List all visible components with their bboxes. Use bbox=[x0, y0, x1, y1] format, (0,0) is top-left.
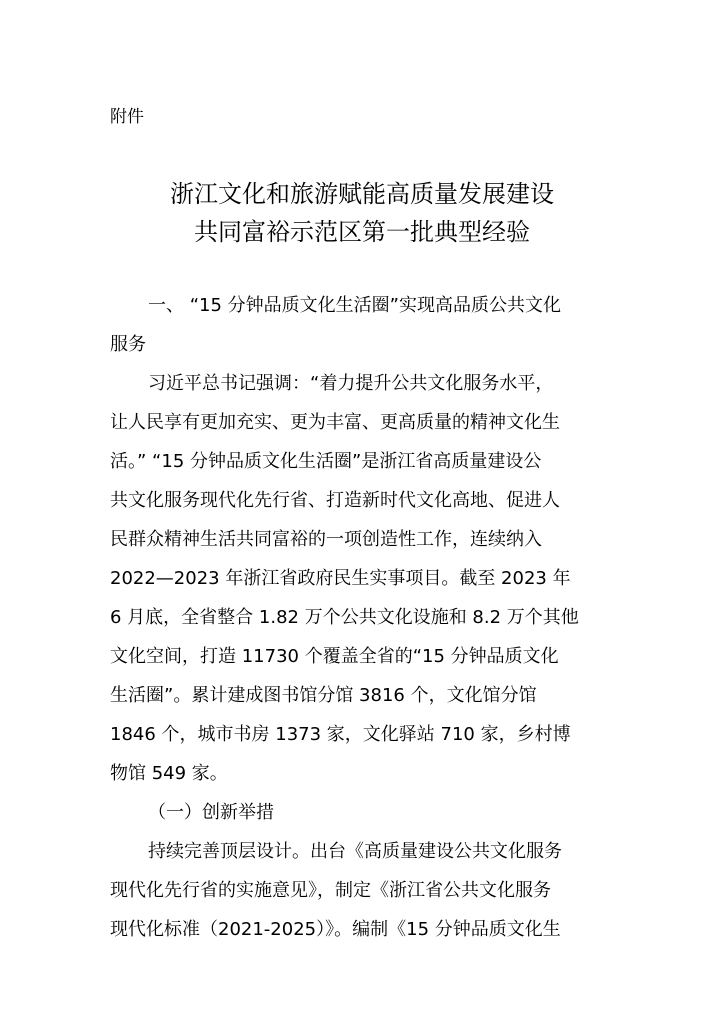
paragraph-1-line-9: 生活圈”。累计建成图书馆分馆 3816 个，文化馆分馆 bbox=[110, 685, 537, 706]
paragraph-1-line-2: 让人民享有更加充实、更为丰富、更高质量的精神文化生 bbox=[110, 412, 560, 433]
section-heading-line-2: 服务 bbox=[110, 334, 146, 355]
subheading-innovation-measures: （一）创新举措 bbox=[148, 802, 274, 823]
paragraph-1-line-1: 习近平总书记强调：“着力提升公共文化服务水平， bbox=[148, 373, 554, 394]
paragraph-1-line-11: 物馆 549 家。 bbox=[110, 763, 228, 784]
paragraph-2-line-3: 现代化标准（2021-2025）》。编制《15 分钟品质文化生 bbox=[110, 919, 561, 940]
paragraph-2-line-2: 现代化先行省的实施意见》，制定《浙江省公共文化服务 bbox=[110, 880, 551, 901]
paragraph-2-line-1: 持续完善顶层设计。出台《高质量建设公共文化服务 bbox=[148, 841, 562, 862]
paragraph-1-line-4: 共文化服务现代化先行省、打造新时代文化高地、促进人 bbox=[110, 490, 560, 511]
paragraph-1-line-6: 2022—2023 年浙江省政府民生实事项目。截至 2023 年 bbox=[110, 568, 571, 589]
paragraph-1-line-3: 活。” “15 分钟品质文化生活圈”是浙江省高质量建设公 bbox=[110, 451, 542, 472]
paragraph-1-line-7: 6 月底，全省整合 1.82 万个公共文化设施和 8.2 万个其他 bbox=[110, 607, 579, 628]
section-heading-line-1: 一、 “15 分钟品质文化生活圈”实现高品质公共文化 bbox=[148, 295, 561, 316]
document-title-line-2: 共同富裕示范区第一批典型经验 bbox=[194, 218, 530, 246]
document-title-line-1: 浙江文化和旅游赋能高质量发展建设 bbox=[170, 180, 554, 208]
paragraph-1-line-10: 1846 个，城市书房 1373 家，文化驿站 710 家，乡村博 bbox=[110, 724, 571, 745]
attachment-label: 附件 bbox=[110, 107, 144, 127]
paragraph-1-line-8: 文化空间，打造 11730 个覆盖全省的“15 分钟品质文化 bbox=[110, 646, 559, 667]
paragraph-1-line-5: 民群众精神生活共同富裕的一项创造性工作，连续纳入 bbox=[110, 529, 542, 550]
